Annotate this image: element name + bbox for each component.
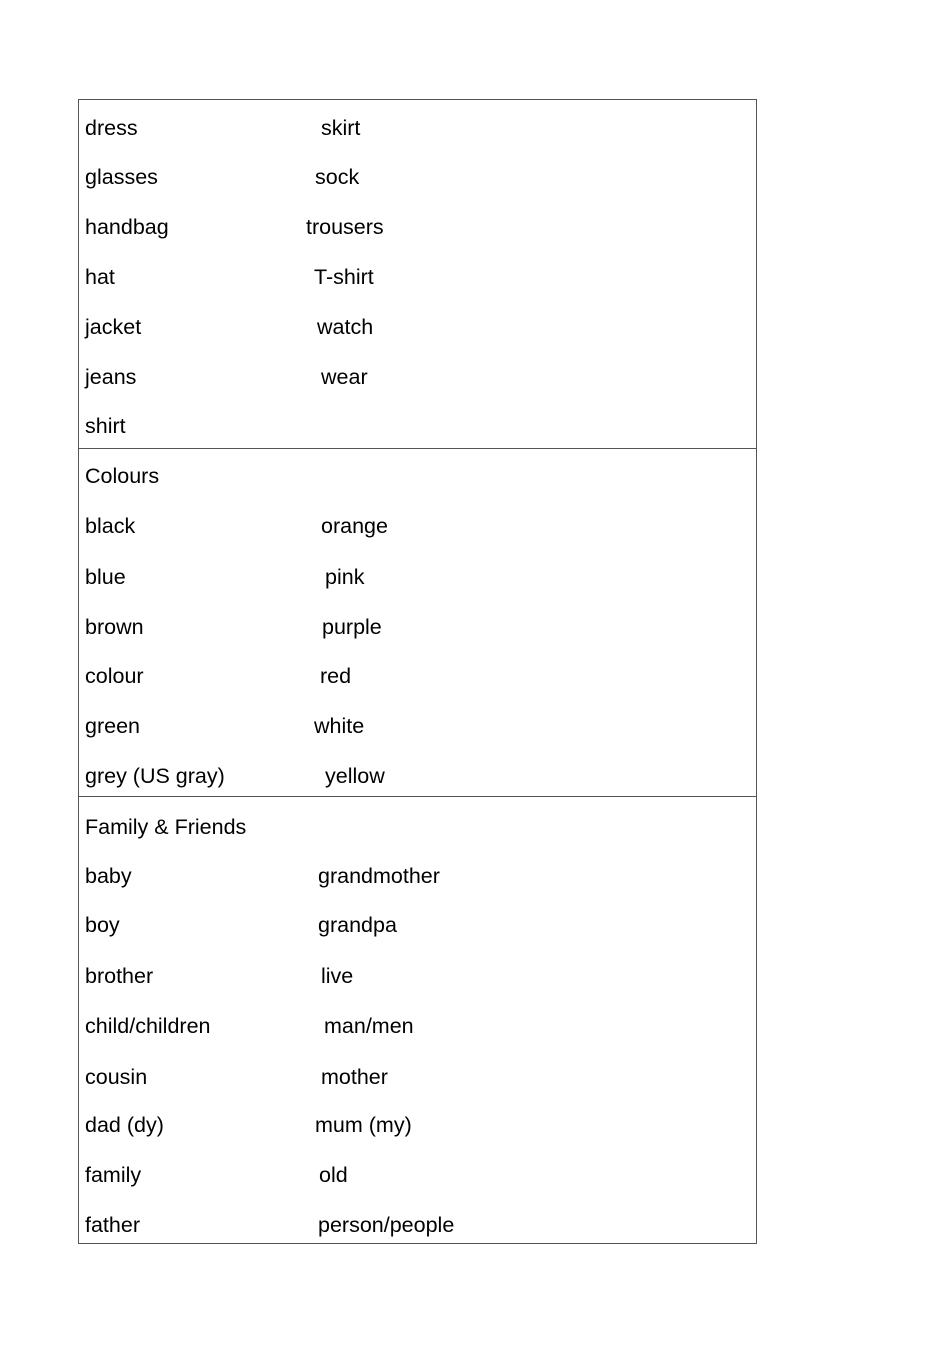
word-row <box>79 664 756 688</box>
word: hat <box>85 265 115 289</box>
word-row <box>79 615 756 639</box>
word: glasses <box>85 165 158 189</box>
word-row <box>79 165 756 189</box>
word: jeans <box>85 365 137 389</box>
word: colour <box>85 664 144 688</box>
word-row <box>79 1213 756 1237</box>
word: live <box>321 964 354 988</box>
word-row <box>79 714 756 738</box>
word-row <box>79 764 756 788</box>
word: dad (dy) <box>85 1113 164 1137</box>
word: watch <box>317 315 374 339</box>
vocabulary-table <box>78 99 757 1244</box>
word: green <box>85 714 140 738</box>
word: mum (my) <box>315 1113 412 1137</box>
word: mother <box>321 1065 388 1089</box>
word-row <box>79 1065 756 1089</box>
word-row <box>79 116 756 140</box>
word: boy <box>85 913 120 937</box>
word-row <box>79 913 756 937</box>
word: person/people <box>318 1213 455 1237</box>
word: cousin <box>85 1065 148 1089</box>
word: white <box>314 714 365 738</box>
word: black <box>85 514 136 538</box>
word: yellow <box>325 764 385 788</box>
colours-section <box>79 448 756 796</box>
word: child/children <box>85 1014 211 1038</box>
word: family <box>85 1163 142 1187</box>
word: brown <box>85 615 144 639</box>
word: wear <box>321 365 368 389</box>
word: sock <box>315 165 360 189</box>
word: handbag <box>85 215 169 239</box>
word: dress <box>85 116 138 140</box>
word-row <box>79 565 756 589</box>
word: purple <box>322 615 382 639</box>
word-row <box>79 215 756 239</box>
word: old <box>319 1163 348 1187</box>
word-row <box>79 265 756 289</box>
word: jacket <box>85 315 142 339</box>
word-row <box>79 315 756 339</box>
section-heading <box>79 464 756 488</box>
family-heading: Family & Friends <box>85 815 247 839</box>
word-row <box>79 1014 756 1038</box>
word-row <box>79 514 756 538</box>
word: grandmother <box>318 864 440 888</box>
word-row <box>79 365 756 389</box>
word: orange <box>321 514 388 538</box>
word: blue <box>85 565 126 589</box>
word: skirt <box>321 116 361 140</box>
section-heading <box>79 815 756 839</box>
word: red <box>320 664 352 688</box>
word: T-shirt <box>314 265 374 289</box>
word: brother <box>85 964 154 988</box>
word-row <box>79 1113 756 1137</box>
word: grandpa <box>318 913 397 937</box>
word-row <box>79 1163 756 1187</box>
word: grey (US gray) <box>85 764 225 788</box>
word-row <box>79 864 756 888</box>
family-section <box>79 796 756 1243</box>
colours-heading: Colours <box>85 464 160 488</box>
word: shirt <box>85 414 126 438</box>
word: pink <box>325 565 365 589</box>
clothes-section <box>79 100 756 448</box>
word: man/men <box>324 1014 414 1038</box>
word-row <box>79 414 756 438</box>
word: baby <box>85 864 132 888</box>
word: trousers <box>306 215 384 239</box>
word-row <box>79 964 756 988</box>
word: father <box>85 1213 140 1237</box>
